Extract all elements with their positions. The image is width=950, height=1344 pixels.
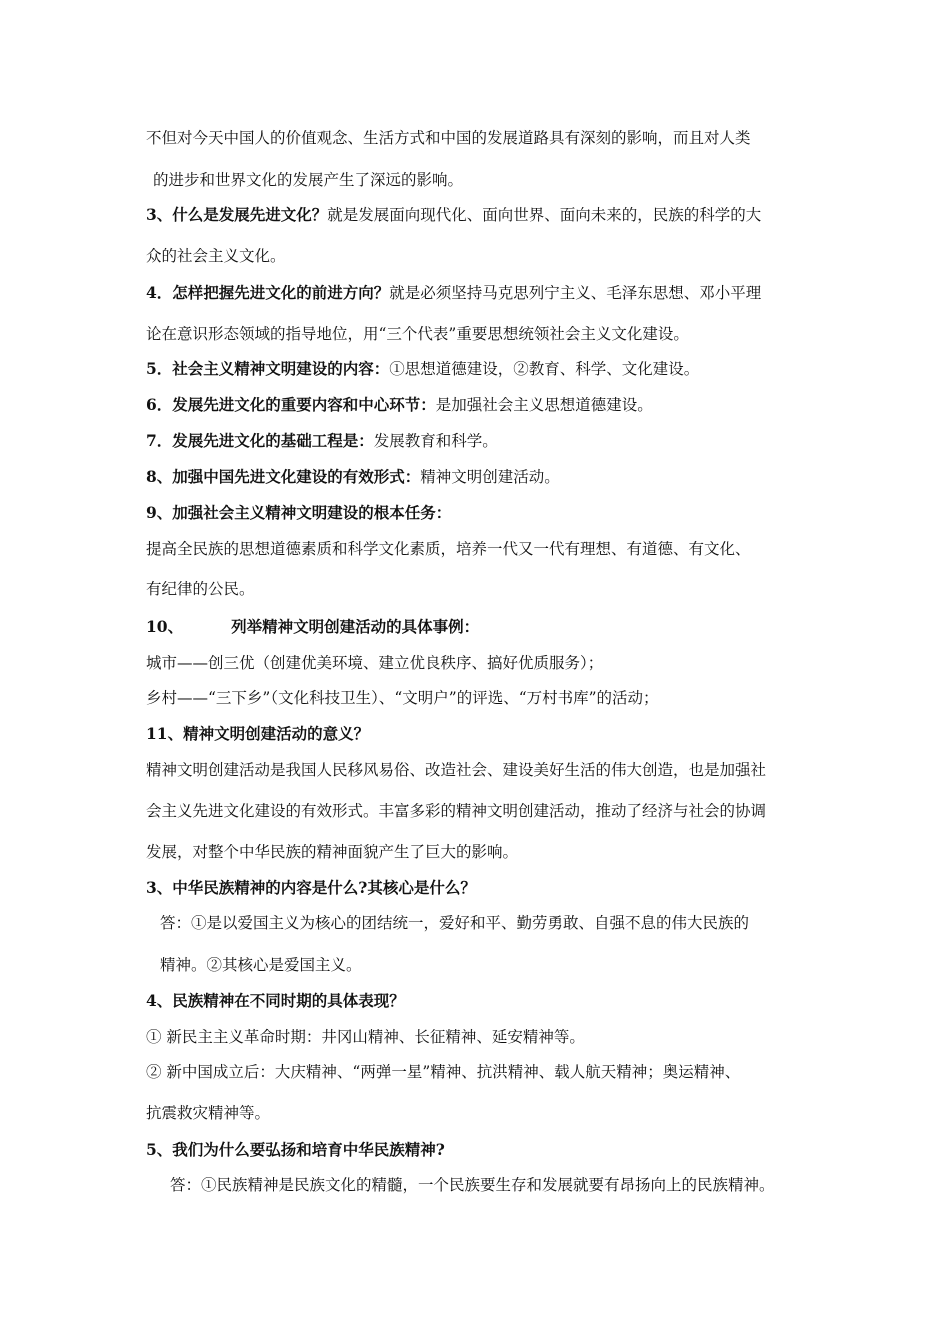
text-line: 抗震救灾精神等。	[146, 1104, 271, 1122]
question-heading: 7．发展先进文化的基础工程是：	[146, 431, 374, 450]
text-line: 城市——创三优（创建优美环境、建立优良秩序、搞好优质服务）；	[146, 654, 604, 672]
text-line: 提高全民族的思想道德素质和科学文化素质，培养一代又一代有理想、有道德、有文化、	[146, 540, 751, 558]
text-line: 的进步和世界文化的发展产生了深远的影响。	[153, 171, 464, 189]
question-heading: 9、加强社会主义精神文明建设的根本任务：	[146, 503, 452, 522]
question-heading: 6．发展先进文化的重要内容和中心环节：	[146, 395, 436, 414]
text-line: 发展，对整个中华民族的精神面貌产生了巨大的影响。	[146, 843, 519, 861]
question-heading: 8、加强中国先进文化建设的有效形式：	[146, 467, 421, 486]
answer-text: 答：①是以爱国主义为核心的团结统一，爱好和平、勤劳勇敢、自强不息的伟大民族的	[160, 914, 750, 932]
question-heading: 5、我们为什么要弘扬和培育中华民族精神?	[146, 1140, 445, 1159]
answer-text: 精神文明创建活动。	[420, 468, 560, 486]
answer-text: 发展教育和科学。	[373, 432, 498, 450]
answer-text: ①思想道德建设，②教育、科学、文化建设。	[389, 360, 700, 378]
question-heading: 列举精神文明创建活动的具体事例：	[231, 617, 480, 636]
question-line	[146, 617, 479, 637]
item-number: 10、	[146, 617, 184, 636]
question-line	[146, 431, 498, 451]
question-heading: 4．怎样把握先进文化的前进方向？	[146, 283, 390, 302]
text-line: 不但对今天中国人的价值观念、生活方式和中国的发展道路具有深刻的影响，而且对人类	[146, 129, 751, 147]
question-line	[146, 467, 560, 487]
question-heading: 4、民族精神在不同时期的具体表现？	[146, 991, 405, 1010]
text-line: 有纪律的公民。	[146, 580, 255, 598]
list-item: ① 新民主主义革命时期：井冈山精神、长征精神、延安精神等。	[146, 1028, 585, 1046]
text-line: 众的社会主义文化。	[146, 247, 286, 265]
answer-text: 就是发展面向现代化、面向世界、面向未来的，民族的科学的大	[327, 206, 762, 224]
question-line	[146, 283, 761, 303]
text-line: 会主义先进文化建设的有效形式。丰富多彩的精神文明创建活动，推动了经济与社会的协调	[146, 802, 767, 820]
answer-text: 答：①民族精神是民族文化的精髓，一个民族要生存和发展就要有昂扬向上的民族精神。	[170, 1176, 775, 1194]
answer-text: 就是必须坚持马克思列宁主义、毛泽东思想、邓小平理	[389, 284, 762, 302]
answer-text: 是加强社会主义思想道德建设。	[435, 396, 653, 414]
question-line	[146, 359, 699, 379]
question-heading: 3、什么是发展先进文化？	[146, 205, 328, 224]
question-heading: 5．社会主义精神文明建设的内容：	[146, 359, 390, 378]
answer-text: 精神。②其核心是爱国主义。	[160, 956, 362, 974]
text-line: 论在意识形态领域的指导地位，用“三个代表”重要思想统领社会主义文化建设。	[146, 325, 689, 343]
question-heading: 3、中华民族精神的内容是什么?其核心是什么？	[146, 878, 476, 897]
question-line	[146, 205, 761, 225]
text-line: 乡村——“三下乡”（文化科技卫生）、“文明户”的评选、“万村书库”的活动；	[146, 689, 659, 707]
question-heading: 11、精神文明创建活动的意义？	[146, 724, 370, 743]
text-line: 精神文明创建活动是我国人民移风易俗、改造社会、建设美好生活的伟大创造，也是加强社	[146, 761, 767, 779]
list-item: ② 新中国成立后：大庆精神、“两弹一星”精神、抗洪精神、载人航天精神；奥运精神、	[146, 1063, 741, 1081]
question-line	[146, 395, 653, 415]
